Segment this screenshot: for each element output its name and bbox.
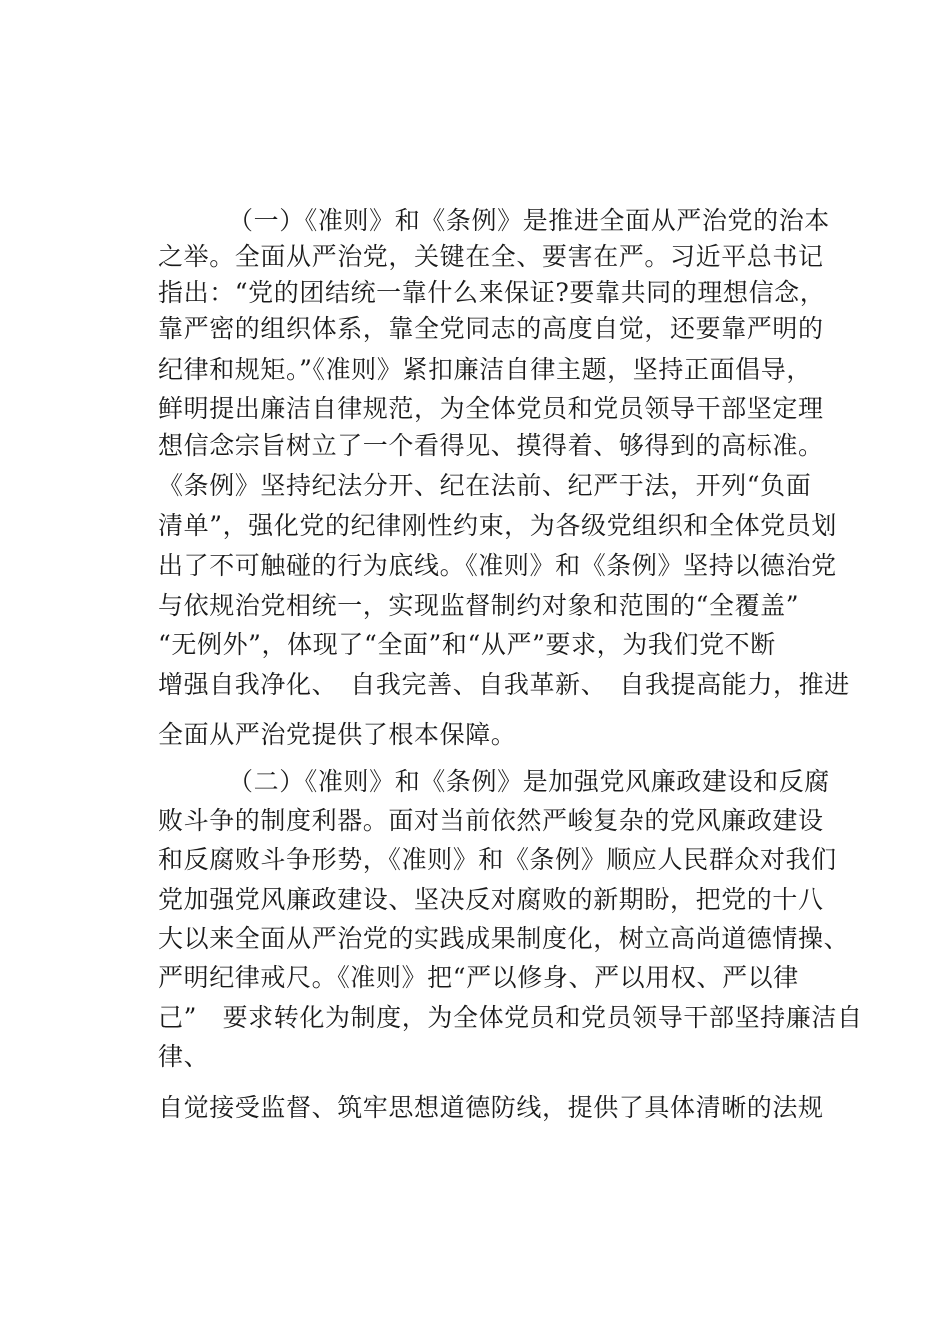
paragraph-1-line-5: 纪律和规矩。”《准则》紧扣廉洁自律主题，坚持正面倡导， bbox=[158, 355, 812, 384]
paragraph-1-line-2: 之举。全面从严治党，关键在全、要害在严。习近平总书记 bbox=[158, 242, 824, 271]
paragraph-1-line-11: 与依规治党相统一，实现监督制约对象和范围的“全覆盖” bbox=[158, 591, 800, 620]
paragraph-1-line-1: （一）《准则》和《条例》是推进全面从严治党的治本 bbox=[228, 206, 830, 235]
paragraph-1-line-14: 全面从严治党提供了根本保障。 bbox=[158, 720, 517, 749]
paragraph-2-line-6: 严明纪律戒尺。《准则》把“严以修身、严以用权、严以律 bbox=[158, 963, 799, 992]
paragraph-2-line-8: 律、 bbox=[158, 1042, 210, 1071]
paragraph-1-line-10: 出了不可触碰的行为底线。《准则》和《条例》坚持以德治党 bbox=[158, 551, 837, 580]
paragraph-1-line-9: 清单”，强化党的纪律刚性约束，为各级党组织和全体党员划 bbox=[158, 511, 837, 540]
paragraph-1-line-12: “无例外”，体现了“全面”和“从严”要求，为我们党不断 bbox=[158, 630, 776, 659]
paragraph-2-line-9: 自觉接受监督、筑牢思想道德防线，提供了具体清晰的法规 bbox=[158, 1093, 824, 1122]
paragraph-1-line-6: 鲜明提出廉洁自律规范，为全体党员和党员领导干部坚定理 bbox=[158, 394, 824, 423]
paragraph-1-line-4: 靠严密的组织体系，靠全党同志的高度自觉，还要靠严明的 bbox=[158, 314, 824, 343]
paragraph-2-line-2: 败斗争的制度利器。面对当前依然严峻复杂的党风廉政建设 bbox=[158, 806, 824, 835]
paragraph-1-line-13: 增强自我净化、 自我完善、自我革新、 自我提高能力，推进 bbox=[158, 670, 850, 699]
paragraph-1-line-7: 想信念宗旨树立了一个看得见、摸得着、够得到的高标准。 bbox=[158, 431, 824, 460]
paragraph-1-line-8: 《条例》坚持纪法分开、纪在法前、纪严于法，开列“负面 bbox=[158, 471, 812, 500]
paragraph-1-line-3: 指出：“党的团结统一靠什么来保证?要靠共同的理想信念， bbox=[158, 278, 826, 307]
paragraph-2-line-4: 党加强党风廉政建设、坚决反对腐败的新期盼，把党的十八 bbox=[158, 885, 824, 914]
paragraph-2-line-7: 己” 要求转化为制度，为全体党员和党员领导干部坚持廉洁自 bbox=[158, 1003, 863, 1032]
paragraph-2-line-3: 和反腐败斗争形势，《准则》和《条例》顺应人民群众对我们 bbox=[158, 845, 837, 874]
paragraph-2-line-1: （二）《准则》和《条例》是加强党风廉政建设和反腐 bbox=[228, 767, 830, 796]
paragraph-2-line-5: 大以来全面从严治党的实践成果制度化，树立高尚道德情操、 bbox=[158, 924, 850, 953]
